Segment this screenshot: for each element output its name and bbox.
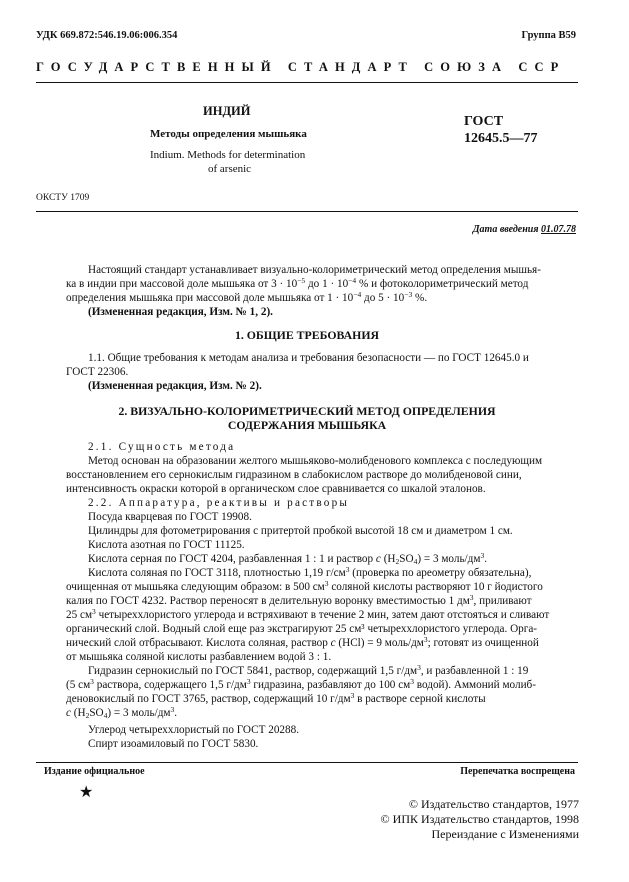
banner-rule (36, 82, 578, 83)
copyright-1998: © ИПК Издательство стандартов, 1998 (380, 812, 579, 826)
title-en-line2: of arsenic (208, 163, 252, 175)
item-quartz: Посуда кварцевая по ГОСТ 19908. (88, 511, 252, 523)
section2-heading-line2: СОДЕРЖАНИЯ МЫШЬЯКА (227, 418, 387, 432)
s21-title: 2.1. Сущность метода (88, 441, 236, 453)
hydrazine-line-4: c $(H_2SO_4) = 3$ моль/$дм^3$. (66, 705, 178, 720)
gost-label: ГОСТ (464, 114, 504, 129)
s21-line-2: восстановлением его сернокислым гидразином в слабокислом растворе до молибденовой сини, (66, 469, 522, 481)
okstu-code: ОКСТУ 1709 (36, 193, 90, 203)
s21-line-1: Метод основан на образовании желтого мышьяково-молибденового комплекса с последующим (88, 455, 543, 467)
footer-rule (36, 762, 578, 763)
hcl-line-2: очищенная от мышьяка следующим образом: в 500 $см^3$ соляной кислоты растворяют 10 г йодистого (66, 579, 543, 593)
s21-line-3: интенсивность окраски которой в органическом слое сравнивается со шкалой эталонов. (66, 483, 486, 495)
okstu-rule (36, 211, 578, 212)
intro-line-2: ка в индии при массовой доле мышьяка от $3 \cdot 10^{-5}$ до $1 \cdot 10^{-4}$ % и фотоколориметрический метод (66, 276, 529, 290)
item-isoamyl: Спирт изоамиловый по ГОСТ 5830. (88, 738, 259, 750)
item-sulfuric: Кислота серная по ГОСТ 4204, разбавленная 1 : 1 и раствор c $(H_2SO_4) = 3$ моль/$дм^3$. (88, 551, 487, 566)
hydrazine-line-2: (5 $см^3$ раствора, содержащего 1,5 $г/дм^3$ гидразина, разбавляют до 100 $см^3$ водой). Аммоний молиб- (66, 677, 536, 691)
s11-line-2: ГОСТ 22306. (66, 366, 129, 378)
subtitle-ru: Методы определения мышьяка (150, 128, 307, 140)
item-nitric: Кислота азотная по ГОСТ 11125. (88, 539, 245, 551)
intro-line-1: Настоящий стандарт устанавливает визуально-колориметрический метод определения мышья- (88, 264, 541, 276)
intro-date: Дата введения 01.07.78 (472, 224, 576, 235)
item-ccl4: Углерод четыреххлористый по ГОСТ 20288. (88, 724, 300, 736)
s11-line-1: 1.1. Общие требования к методам анализа и требования безопасности — по ГОСТ 12645.0 и (88, 352, 529, 364)
star-icon: ★ (79, 784, 94, 801)
title-en-line1: Indium. Methods for determination (150, 149, 306, 161)
section2-heading-line1: 2. ВИЗУАЛЬНО-КОЛОРИМЕТРИЧЕСКИЙ МЕТОД ОПРЕДЕЛЕНИЯ (118, 404, 496, 418)
section1-heading: 1. ОБЩИЕ ТРЕБОВАНИЯ (234, 328, 380, 342)
hcl-line-6: нический слой отбрасывают. Кислота соляная, раствор c (HCl) = 9 моль/$дм^3$; готовят из очищенной (66, 635, 539, 649)
standard-banner: ГОСУДАРСТВЕННЫЙ СТАНДАРТ СОЮЗА ССР (36, 60, 566, 74)
group-code: Группа В59 (521, 30, 576, 41)
reprint-prohibited: Перепечатка воспрещена (460, 766, 575, 777)
hcl-line-1: Кислота соляная по ГОСТ 3118, плотностью 1,19 $г/см^3$ (проверка по ареометру обязательна), (88, 565, 532, 579)
hydrazine-line-1: Гидразин сернокислый по ГОСТ 5841, раствор, содержащий 1,5 $г/дм^3$, и разбавленной 1 : 19 (88, 663, 529, 677)
hcl-line-5: органический слой. Водный слой еще раз экстрагируют 25 см³ четыреххлористого углерода. Орга- (66, 623, 538, 635)
hcl-line-4: 25 $см^3$ четыреххлористого углерода и встряхивают в течение 2 мин, затем дают отстояться и сливают (66, 607, 550, 621)
reissue-note: Переиздание с Изменениями (431, 827, 579, 841)
udk-code: УДК 669.872:546.19.06:006.354 (36, 30, 178, 41)
gost-number: 12645.5—77 (464, 131, 538, 146)
hydrazine-line-3: деновокислый по ГОСТ 3765, раствор, содержащий 10 $г/дм^3$ в растворе серной кислоты (66, 691, 486, 705)
item-cylinders: Цилиндры для фотометрирования с притертой пробкой высотой 18 см и диаметром 1 см. (88, 525, 513, 537)
hcl-line-3: калия по ГОСТ 4232. Раствор переносят в делительную воронку вместимостью 1 $дм^3$, приливают (66, 593, 532, 607)
official-edition: Издание официальное (44, 766, 145, 777)
s1-revision: (Измененная редакция, Изм. № 2). (88, 380, 262, 392)
s22-title: 2.2. Аппаратура, реактивы и растворы (88, 497, 350, 509)
copyright-1977: © Издательство стандартов, 1977 (408, 797, 579, 811)
intro-revision: (Измененная редакция, Изм. № 1, 2). (88, 306, 273, 318)
title-ru: ИНДИЙ (203, 104, 251, 118)
intro-line-3: определения мышьяка при массовой доле мышьяка от $1 \cdot 10^{-4}$ до $5 \cdot 10^{-3}$ %. (66, 290, 428, 304)
hcl-line-7: от мышьяка соляной кислоты разбавлением водой 3 : 1. (66, 651, 332, 663)
